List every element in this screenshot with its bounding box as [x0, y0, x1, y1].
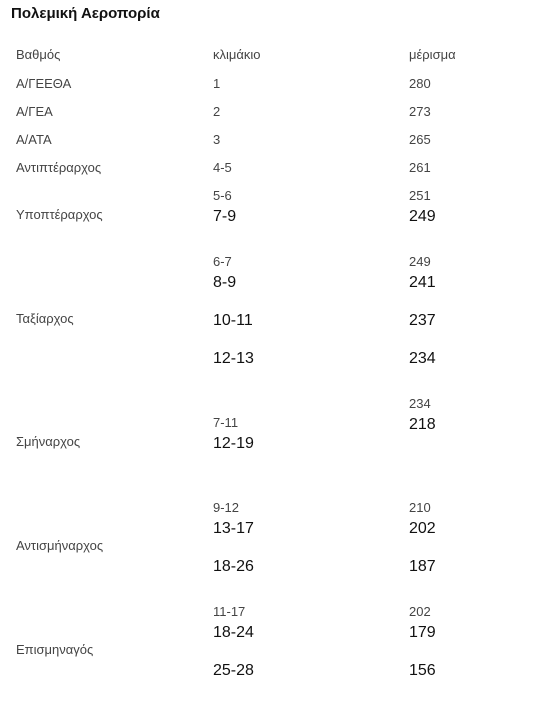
scale-cell-small: 11-17: [213, 604, 246, 619]
scale-cell-small: 6-7: [213, 254, 232, 269]
rank-cell: Ταξίαρχος: [16, 311, 74, 326]
scale-cell: 1: [213, 76, 221, 91]
scale-cell: 12-19: [213, 435, 254, 452]
header-scale: κλιμάκιο: [213, 47, 261, 62]
rank-cell: Υποπτέραρχος: [16, 207, 103, 222]
rank-cell: Σμήναρχος: [16, 434, 81, 449]
dividend-cell: 273: [409, 104, 431, 119]
dividend-cell: 241: [409, 274, 436, 291]
header-rank: Βαθμός: [16, 47, 61, 62]
dividend-cell: 280: [409, 76, 431, 91]
scale-cell-small: 9-12: [213, 500, 240, 515]
dividend-cell: 261: [409, 160, 431, 175]
dividend-cell: 265: [409, 132, 431, 147]
rank-cell: Α/ΑΤΑ: [16, 132, 52, 147]
rank-cell: Αντιπτέραρχος: [16, 160, 102, 175]
dividend-cell: 234: [409, 350, 436, 367]
scale-cell: 25-28: [213, 662, 254, 679]
dividend-cell-small: 210: [409, 500, 431, 515]
page-title: Πολεμική Αεροπορία: [11, 5, 160, 22]
rank-cell: Αντισμήναρχος: [16, 538, 104, 553]
rank-cell: Α/ΓΕΑ: [16, 104, 53, 119]
dividend-cell-small: 251: [409, 188, 431, 203]
dividend-cell: 179: [409, 624, 436, 641]
header-dividend: μέρισμα: [409, 47, 456, 62]
dividend-cell: 237: [409, 312, 436, 329]
scale-cell: 3: [213, 132, 221, 147]
scale-cell: 13-17: [213, 520, 254, 537]
dividend-cell: 187: [409, 558, 436, 575]
dividend-cell-small: 202: [409, 604, 431, 619]
scale-cell: 4-5: [213, 160, 232, 175]
dividend-cell: 249: [409, 208, 436, 225]
dividend-cell-small: 249: [409, 254, 431, 269]
dividend-cell: 218: [409, 416, 436, 433]
scale-cell: 18-24: [213, 624, 254, 641]
scale-cell: 7-9: [213, 208, 237, 225]
dividend-cell: 202: [409, 520, 436, 537]
scale-cell-small: 5-6: [213, 188, 232, 203]
scale-cell: 18-26: [213, 558, 254, 575]
dividend-cell-small: 234: [409, 396, 431, 411]
scale-cell: 10-11: [213, 312, 253, 329]
rank-cell: Επισμηναγός: [16, 642, 94, 657]
scale-cell: 8-9: [213, 274, 237, 291]
rank-cell: Α/ΓΕΕΘΑ: [16, 76, 72, 91]
scale-cell: 2: [213, 104, 221, 119]
scale-cell-small: 7-11: [213, 415, 239, 430]
scale-cell: 12-13: [213, 350, 254, 367]
dividend-cell: 156: [409, 662, 436, 679]
